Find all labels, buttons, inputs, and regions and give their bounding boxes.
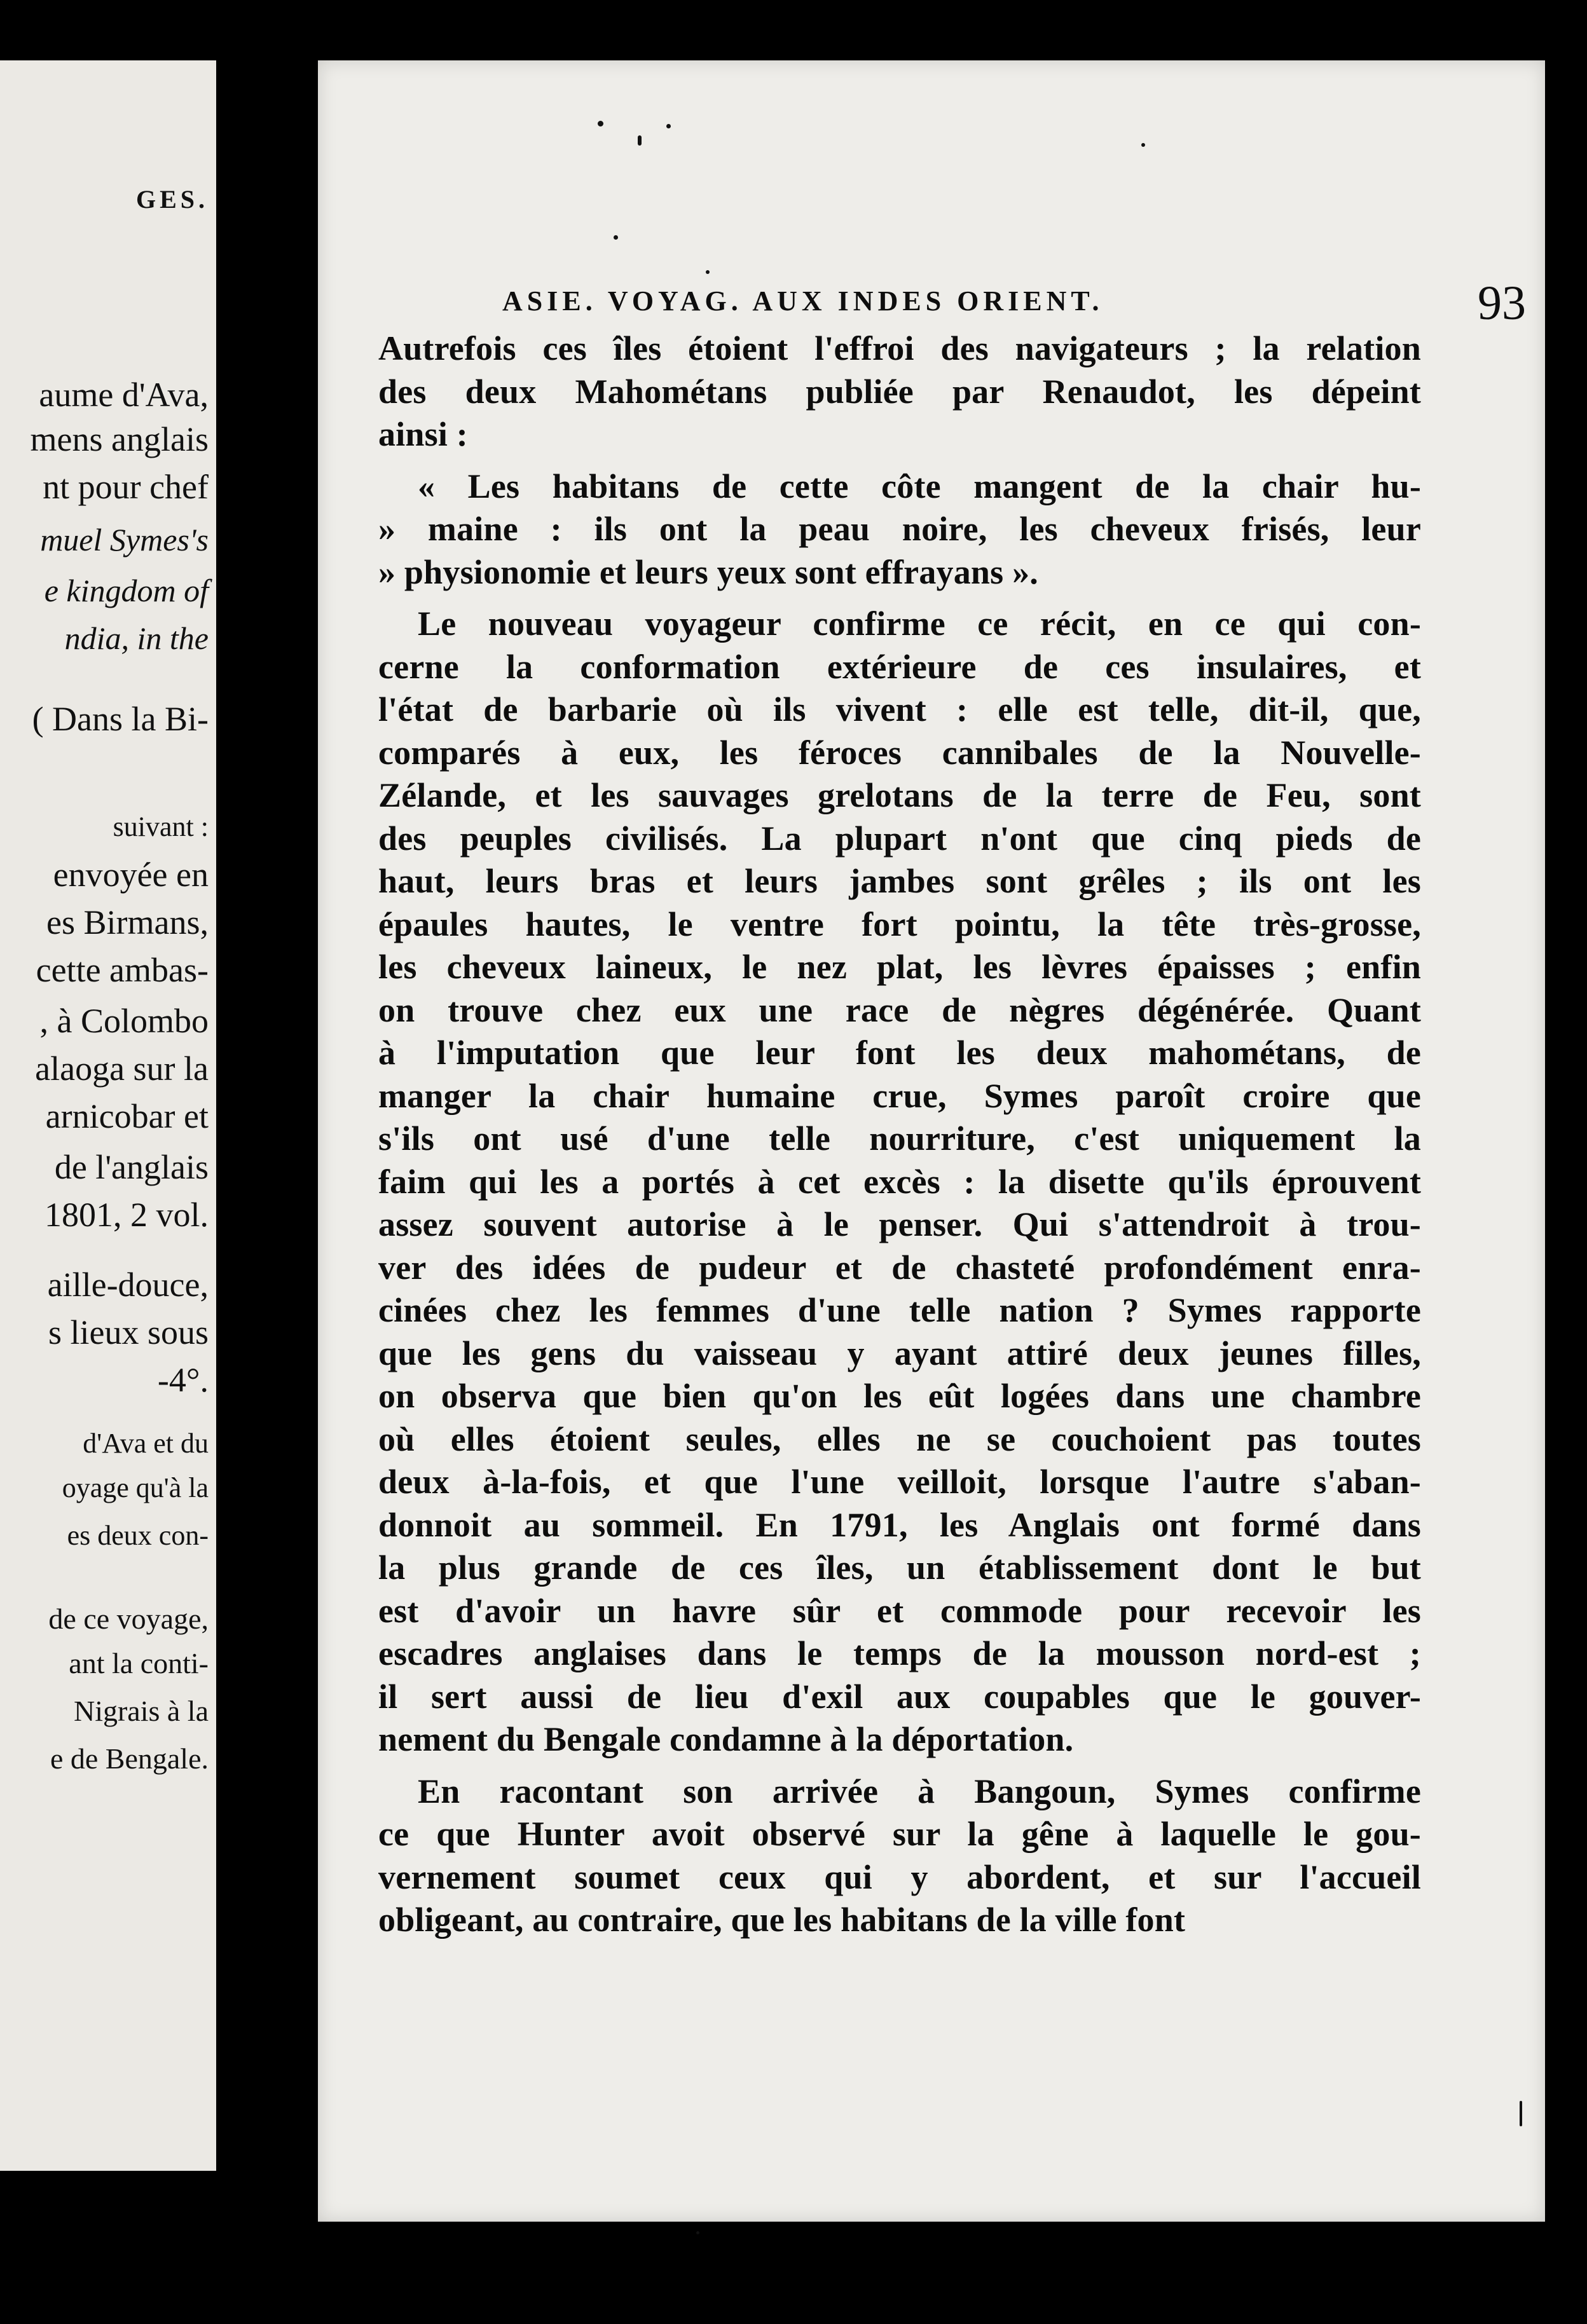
left-page-line: ndia, in the: [64, 620, 209, 656]
text-line: faim qui les a portés à cet excès : la disette qu'ils éprouvent: [378, 1162, 1421, 1201]
text-line: on observa que bien qu'on les eût logées dans une chambre: [378, 1377, 1421, 1415]
left-page-line: s lieux sous: [48, 1313, 209, 1351]
print-speck: [1141, 143, 1145, 147]
left-page-line: suivant :: [113, 811, 209, 842]
left-page-line: mens anglais: [30, 420, 209, 458]
text-line: nement du Bengale condamne à la déportation.: [378, 1720, 1074, 1758]
text-line: des deux Mahométans publiée par Renaudot, les dépeint: [378, 372, 1421, 411]
left-page-line: oyage qu'à la: [62, 1472, 209, 1503]
text-line: obligeant, au contraire, que les habitans de la ville font: [378, 1901, 1186, 1939]
text-line: « Les habitans de cette côte mangent de la chair hu-: [418, 467, 1421, 505]
text-line: l'état de barbarie où ils vivent : elle est telle, dit-il, que,: [378, 690, 1421, 728]
left-page-line: envoyée en: [53, 856, 209, 894]
left-page-line: es Birmans,: [46, 903, 209, 941]
text-line: Autrefois ces îles étoient l'effroi des navigateurs ; la relation: [378, 329, 1421, 367]
left-facing-page: [0, 60, 216, 2171]
left-page-line: es deux con-: [67, 1520, 209, 1551]
left-page-line: e de Bengale.: [50, 1742, 209, 1775]
print-speck: [614, 235, 618, 240]
text-line: ainsi :: [378, 415, 468, 453]
left-page-line: de ce voyage,: [48, 1603, 209, 1635]
print-speck: [666, 124, 671, 128]
left-page-line: ant la conti-: [69, 1647, 209, 1679]
page-number: 93: [1478, 277, 1526, 330]
left-page-line: ( Dans la Bi-: [32, 700, 209, 738]
left-page-line: , à Colombo: [39, 1002, 209, 1040]
text-line: ce que Hunter avoit observé sur la gêne à laquelle le gou-: [378, 1815, 1421, 1853]
text-line: ver des idées de pudeur et de chasteté profondément enra-: [378, 1248, 1421, 1287]
left-page-line: muel Symes's: [40, 522, 209, 557]
text-line: » physionomie et leurs yeux sont effrayans ».: [378, 552, 1038, 591]
text-line: épaules hautes, le ventre fort pointu, la tête très-grosse,: [378, 905, 1421, 943]
book-gutter: [216, 51, 324, 2199]
left-page-line: aille-douce,: [47, 1266, 209, 1304]
left-page-line: alaoga sur la: [35, 1049, 209, 1088]
left-page-line: GES.: [135, 185, 209, 214]
text-line: haut, leurs bras et leurs jambes sont grêles ; ils ont les: [378, 862, 1421, 900]
text-line: escadres anglaises dans le temps de la mousson nord-est ;: [378, 1634, 1421, 1672]
left-page-line: e kingdom of: [44, 573, 209, 608]
text-line: cinées chez les femmes d'une telle nation ? Symes rapporte: [378, 1291, 1421, 1329]
text-line: manger la chair humaine crue, Symes paroît croire que: [378, 1076, 1421, 1115]
text-line: deux à-la-fois, et que l'une veilloit, lorsque l'autre s'aban-: [378, 1463, 1421, 1501]
text-line: la plus grande de ces îles, un établissement dont le but: [378, 1548, 1421, 1587]
text-line: comparés à eux, les féroces cannibales de la Nouvelle-: [378, 733, 1421, 772]
print-speck: [638, 135, 642, 146]
print-speck: [696, 2231, 699, 2234]
body-text: [378, 327, 1421, 1942]
text-line: à l'imputation que leur font les deux mahométans, de: [378, 1034, 1421, 1072]
print-speck: [598, 121, 603, 126]
left-page-line: de l'anglais: [54, 1148, 209, 1186]
print-speck: [706, 270, 710, 274]
text-line: il sert aussi de lieu d'exil aux coupables que le gouver-: [378, 1677, 1421, 1716]
left-page-line: nt pour chef: [43, 468, 209, 506]
text-line: que les gens du vaisseau y ayant attiré deux jeunes filles,: [378, 1334, 1421, 1372]
text-line: En racontant son arrivée à Bangoun, Symes confirme: [418, 1772, 1421, 1810]
text-line: cerne la conformation extérieure de ces insulaires, et: [378, 647, 1421, 686]
text-line: » maine : ils ont la peau noire, les cheveux frisés, leur: [378, 510, 1421, 548]
left-page-line: -4°.: [157, 1361, 209, 1399]
text-line: Zélande, et les sauvages grelotans de la terre de Feu, sont: [378, 776, 1421, 814]
left-page-line: d'Ava et du: [83, 1428, 209, 1459]
text-line: est d'avoir un havre sûr et commode pour recevoir les: [378, 1591, 1421, 1630]
text-line: où elles étoient seules, elles ne se couchoient pas toutes: [378, 1419, 1421, 1458]
text-line: Le nouveau voyageur confirme ce récit, en ce qui con-: [418, 605, 1421, 643]
left-page-line: Nigrais à la: [73, 1695, 209, 1727]
text-line: on trouve chez eux une race de nègres dégénérée. Quant: [378, 990, 1421, 1029]
main-page: [318, 60, 1545, 2222]
left-page-line: aume d'Ava,: [39, 376, 209, 414]
print-speck: [1520, 2101, 1522, 2126]
left-page-line: arnicobar et: [45, 1097, 209, 1135]
running-head: [502, 277, 1526, 331]
text-line: s'ils ont usé d'une telle nourriture, c'est uniquement la: [378, 1119, 1421, 1158]
text-line: donnoit au sommeil. En 1791, les Anglais ont formé dans: [378, 1505, 1421, 1544]
text-line: assez souvent autorise à le penser. Qui s'attendroit à trou-: [378, 1205, 1421, 1243]
text-line: vernement soumet ceux qui y abordent, et sur l'accueil: [378, 1857, 1421, 1896]
left-page-line: cette ambas-: [36, 951, 209, 989]
text-line: les cheveux laineux, le nez plat, les lèvres épaisses ; enfin: [378, 948, 1421, 986]
text-line: des peuples civilisés. La plupart n'ont que cinq pieds de: [378, 819, 1421, 858]
left-page-line: 1801, 2 vol.: [44, 1196, 209, 1234]
running-head-title: ASIE. VOYAG. AUX INDES ORIENT.: [502, 285, 1104, 317]
